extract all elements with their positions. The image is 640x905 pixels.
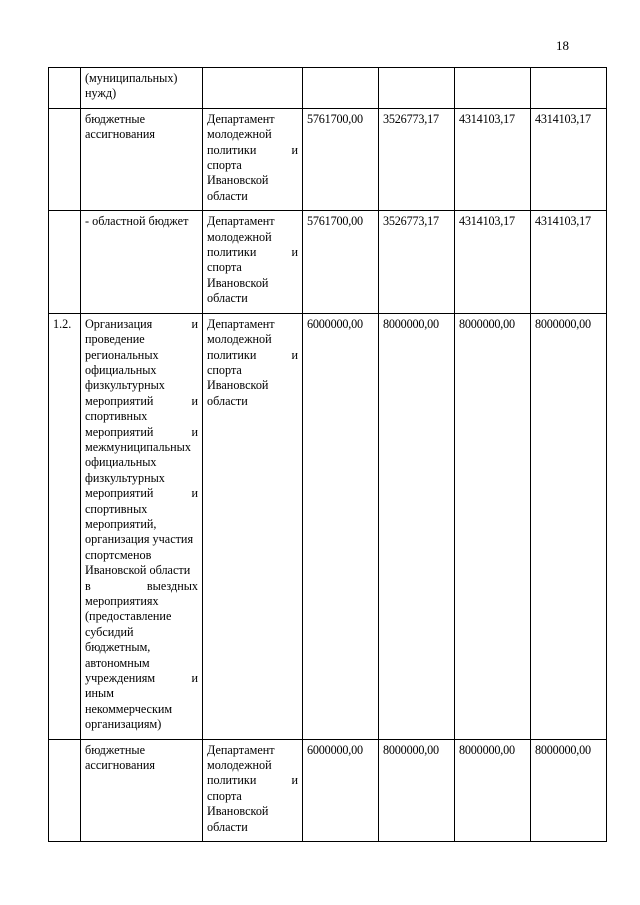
item-name-cell	[81, 68, 203, 109]
item-name-line: нужд)	[85, 86, 117, 101]
item-name-line: автономным	[85, 655, 150, 670]
table-row	[49, 313, 607, 739]
amount-cell: 3526773,17	[379, 211, 455, 313]
item-name-line: учреждениям и	[85, 671, 198, 686]
amount-cell: 8000000,00	[455, 739, 531, 841]
item-name-line: в выездных	[85, 578, 198, 593]
executor-cell	[203, 68, 303, 109]
executor-line: Ивановской	[207, 378, 269, 393]
item-name-line: мероприятиях	[85, 594, 159, 608]
amount-cell: 8000000,00	[379, 313, 455, 739]
item-name-cell	[81, 108, 203, 210]
item-name-line: межмуниципальных	[85, 439, 191, 454]
amount-cell	[303, 68, 379, 109]
item-name-cell	[81, 739, 203, 841]
item-name-line: физкультурных	[85, 470, 165, 485]
row-number-cell	[49, 211, 81, 313]
table-row	[49, 68, 607, 109]
table-row	[49, 108, 607, 210]
executor-line: политики и	[207, 245, 298, 260]
executor-line: Департамент	[207, 214, 275, 229]
executor-line: Департамент	[207, 316, 275, 331]
item-name-line: - областной бюджет	[85, 214, 189, 229]
item-name-cell	[81, 313, 203, 739]
item-name-line: бюджетные	[85, 742, 146, 757]
executor-cell	[203, 313, 303, 739]
item-name-line: официальных	[85, 362, 157, 377]
executor-line: спорта	[207, 158, 242, 173]
item-name-line: бюджетным,	[85, 640, 151, 655]
item-name-line: Организация и	[85, 316, 198, 331]
amount-cell: 4314103,17	[531, 211, 607, 313]
amount-cell: 4314103,17	[531, 108, 607, 210]
amount-cell	[379, 68, 455, 109]
amount-cell: 4314103,17	[455, 211, 531, 313]
executor-line: молодежной	[207, 229, 272, 244]
amount-cell: 8000000,00	[379, 739, 455, 841]
item-name-line: ассигнования	[85, 127, 156, 142]
item-name-line: бюджетные	[85, 111, 146, 126]
executor-line: спорта	[207, 788, 242, 803]
executor-line: политики и	[207, 773, 298, 788]
executor-line: области	[207, 819, 248, 834]
item-name-line: организациям)	[85, 717, 162, 732]
budget-table	[48, 67, 607, 842]
item-name-line: иным	[85, 686, 114, 701]
item-name-line: субсидий	[85, 624, 134, 639]
item-name-line: организация участия	[85, 532, 194, 547]
item-name-line: спортсменов	[85, 547, 152, 562]
executor-line: области	[207, 393, 248, 408]
row-number-cell: 1.2.	[49, 313, 81, 739]
item-name-line: спортивных	[85, 501, 148, 516]
item-name-line: физкультурных	[85, 378, 165, 393]
item-name-line: (муниципальных)	[85, 71, 178, 85]
amount-cell: 8000000,00	[455, 313, 531, 739]
executor-line: области	[207, 291, 248, 306]
amount-cell: 8000000,00	[531, 313, 607, 739]
row-number-cell	[49, 108, 81, 210]
row-number-cell	[49, 739, 81, 841]
executor-line: Департамент	[207, 111, 275, 126]
item-name-line: региональных	[85, 347, 159, 362]
executor-line: молодежной	[207, 127, 272, 142]
item-name-line: ассигнования	[85, 758, 156, 773]
executor-cell	[203, 211, 303, 313]
amount-cell: 5761700,00	[303, 211, 379, 313]
item-name-line: официальных	[85, 455, 157, 470]
executor-line: молодежной	[207, 758, 272, 773]
item-name-line: Ивановской области	[85, 563, 191, 578]
page-number: 18	[556, 38, 569, 53]
executor-line: Ивановской	[207, 804, 269, 819]
executor-line: политики и	[207, 347, 298, 362]
executor-line: молодежной	[207, 332, 272, 347]
item-name-line: мероприятий и	[85, 486, 198, 501]
item-name-line: мероприятий,	[85, 516, 157, 531]
item-name-cell	[81, 211, 203, 313]
amount-cell: 3526773,17	[379, 108, 455, 210]
executor-line: Ивановской	[207, 173, 269, 188]
amount-cell: 6000000,00	[303, 313, 379, 739]
executor-line: политики и	[207, 142, 298, 157]
item-name-line: мероприятий и	[85, 424, 198, 439]
executor-cell	[203, 108, 303, 210]
table-body	[49, 68, 607, 842]
executor-line: Ивановской	[207, 275, 269, 290]
table-row	[49, 739, 607, 841]
item-name-line: (предоставление	[85, 609, 172, 624]
amount-cell: 6000000,00	[303, 739, 379, 841]
executor-line: Департамент	[207, 742, 275, 757]
executor-line: спорта	[207, 260, 242, 275]
item-name-line: проведение	[85, 332, 145, 347]
amount-cell: 5761700,00	[303, 108, 379, 210]
amount-cell	[455, 68, 531, 109]
executor-line: области	[207, 188, 248, 203]
item-name-line: некоммерческим	[85, 701, 173, 716]
table-row	[49, 211, 607, 313]
amount-cell	[531, 68, 607, 109]
executor-line: спорта	[207, 362, 242, 377]
amount-cell: 8000000,00	[531, 739, 607, 841]
executor-cell	[203, 739, 303, 841]
item-name-line: мероприятий и	[85, 393, 198, 408]
amount-cell: 4314103,17	[455, 108, 531, 210]
item-name-line: спортивных	[85, 409, 148, 424]
row-number-cell	[49, 68, 81, 109]
